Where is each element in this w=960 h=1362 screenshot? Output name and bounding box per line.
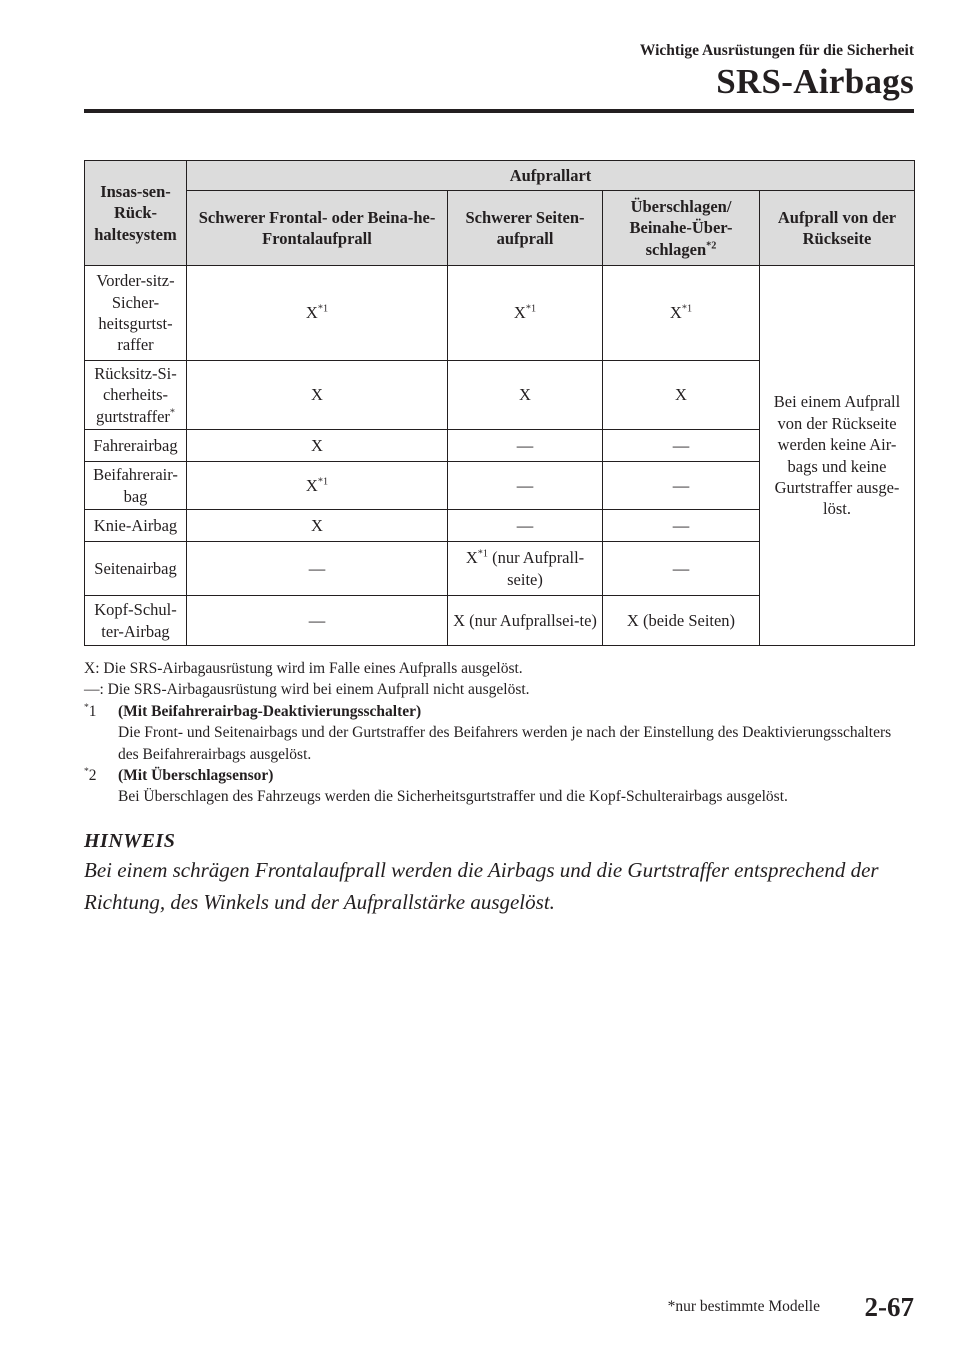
legend-dash: ―: Die SRS-Airbagausrüstung wird bei einem Aufprall nicht ausgelöst. [84, 681, 530, 699]
table-row [85, 266, 915, 361]
cell-rollover: X (beide Seiten) [603, 596, 760, 646]
header-rollover: Überschlagen/ Beinahe-Über-schlagen$^{*2}$ [603, 191, 760, 266]
header-side: Schwerer Seiten-aufprall [448, 191, 603, 266]
header-rule [84, 109, 914, 113]
cell-rear-note: Bei einem Aufprall von der Rückseite werden keine Air-bags und keine Gurtstraffer ausge-löst. [760, 266, 915, 646]
footnote-1-number: *1 [84, 701, 97, 720]
chapter-title: SRS-Airbags [716, 62, 914, 101]
cell-rollover: ― [603, 430, 760, 462]
cell-side: X [448, 361, 603, 430]
cell-rollover: X [603, 361, 760, 430]
airbag-deployment-table [84, 160, 915, 646]
cell-rollover: $X^{*1}$ [603, 266, 760, 361]
footnote-1-title: (Mit Beifahrerairbag-Deaktivierungsschalter) [118, 702, 422, 720]
header-restraint-system: Insas-sen-Rück-haltesystem [85, 161, 187, 266]
footnote-1 [84, 701, 914, 765]
cell-frontal: ― [187, 596, 448, 646]
header-frontal: Schwerer Frontal- oder Beina-he-Frontalaufprall [187, 191, 448, 266]
header-impact-type: Aufprallart [187, 161, 915, 191]
row-label: Knie-Airbag [85, 510, 187, 542]
cell-side: ― [448, 510, 603, 542]
row-label: Vorder-sitz-Sicher-heitsgurtst-raffer [85, 266, 187, 361]
cell-side: ― [448, 462, 603, 510]
hinweis-note [84, 830, 924, 918]
cell-frontal: X [187, 510, 448, 542]
legend-x: X: Die SRS-Airbagausrüstung wird im Falle eines Aufpralls ausgelöst. [84, 660, 523, 677]
row-label: Fahrerairbag [85, 430, 187, 462]
page-header [640, 42, 914, 102]
cell-frontal: $X^{*1}$ [187, 462, 448, 510]
page-number: 2-67 [864, 1292, 914, 1322]
footnote-2 [84, 765, 914, 808]
hinweis-text: Bei einem schrägen Frontalaufprall werden die Airbags und die Gurtstraffer entsprechend der Richtung, des Winkels und der Aufprallstärke ausgelöst. [84, 858, 879, 914]
cell-frontal: X [187, 430, 448, 462]
cell-side: $X^{*1}$ (nur Aufprall-seite) [448, 542, 603, 596]
cell-side: $X^{*1}$ [448, 266, 603, 361]
footnote-2-text: Bei Überschlagen des Fahrzeugs werden die Sicherheitsgurtstraffer und die Kopf-Schulterairbags ausgelöst. [118, 788, 788, 806]
hinweis-title: HINWEIS [84, 830, 176, 852]
footnote-1-text: Die Front- und Seitenairbags und der Gurtstraffer des Beifahrers werden je nach der Einstellung des Deaktivierungsschalters des Beifahrerairbags ausgelöst. [118, 724, 892, 763]
footnote-2-number: *2 [84, 765, 97, 784]
footnote-2-title: (Mit Überschlagsensor) [118, 766, 274, 784]
row-label: Beifahrerair-bag [85, 462, 187, 510]
row-label: Seitenairbag [85, 542, 187, 596]
header-rear: Aufprall von der Rückseite [760, 191, 915, 266]
cell-rollover: ― [603, 510, 760, 542]
cell-side: ― [448, 430, 603, 462]
cell-side: X (nur Aufprallsei-te) [448, 596, 603, 646]
row-label: Kopf-Schul-ter-Airbag [85, 596, 187, 646]
cell-rollover: ― [603, 462, 760, 510]
cell-rollover: ― [603, 542, 760, 596]
footer-note: *nur bestimmte Modelle [667, 1298, 820, 1315]
section-title: Wichtige Ausrüstungen für die Sicherheit [639, 42, 914, 59]
row-label: Rücksitz-Si-cherheits-gurtstraffer* [85, 361, 187, 430]
cell-frontal: $X^{*1}$ [187, 266, 448, 361]
cell-frontal: ― [187, 542, 448, 596]
table-legend [84, 658, 914, 808]
cell-frontal: X [187, 361, 448, 430]
